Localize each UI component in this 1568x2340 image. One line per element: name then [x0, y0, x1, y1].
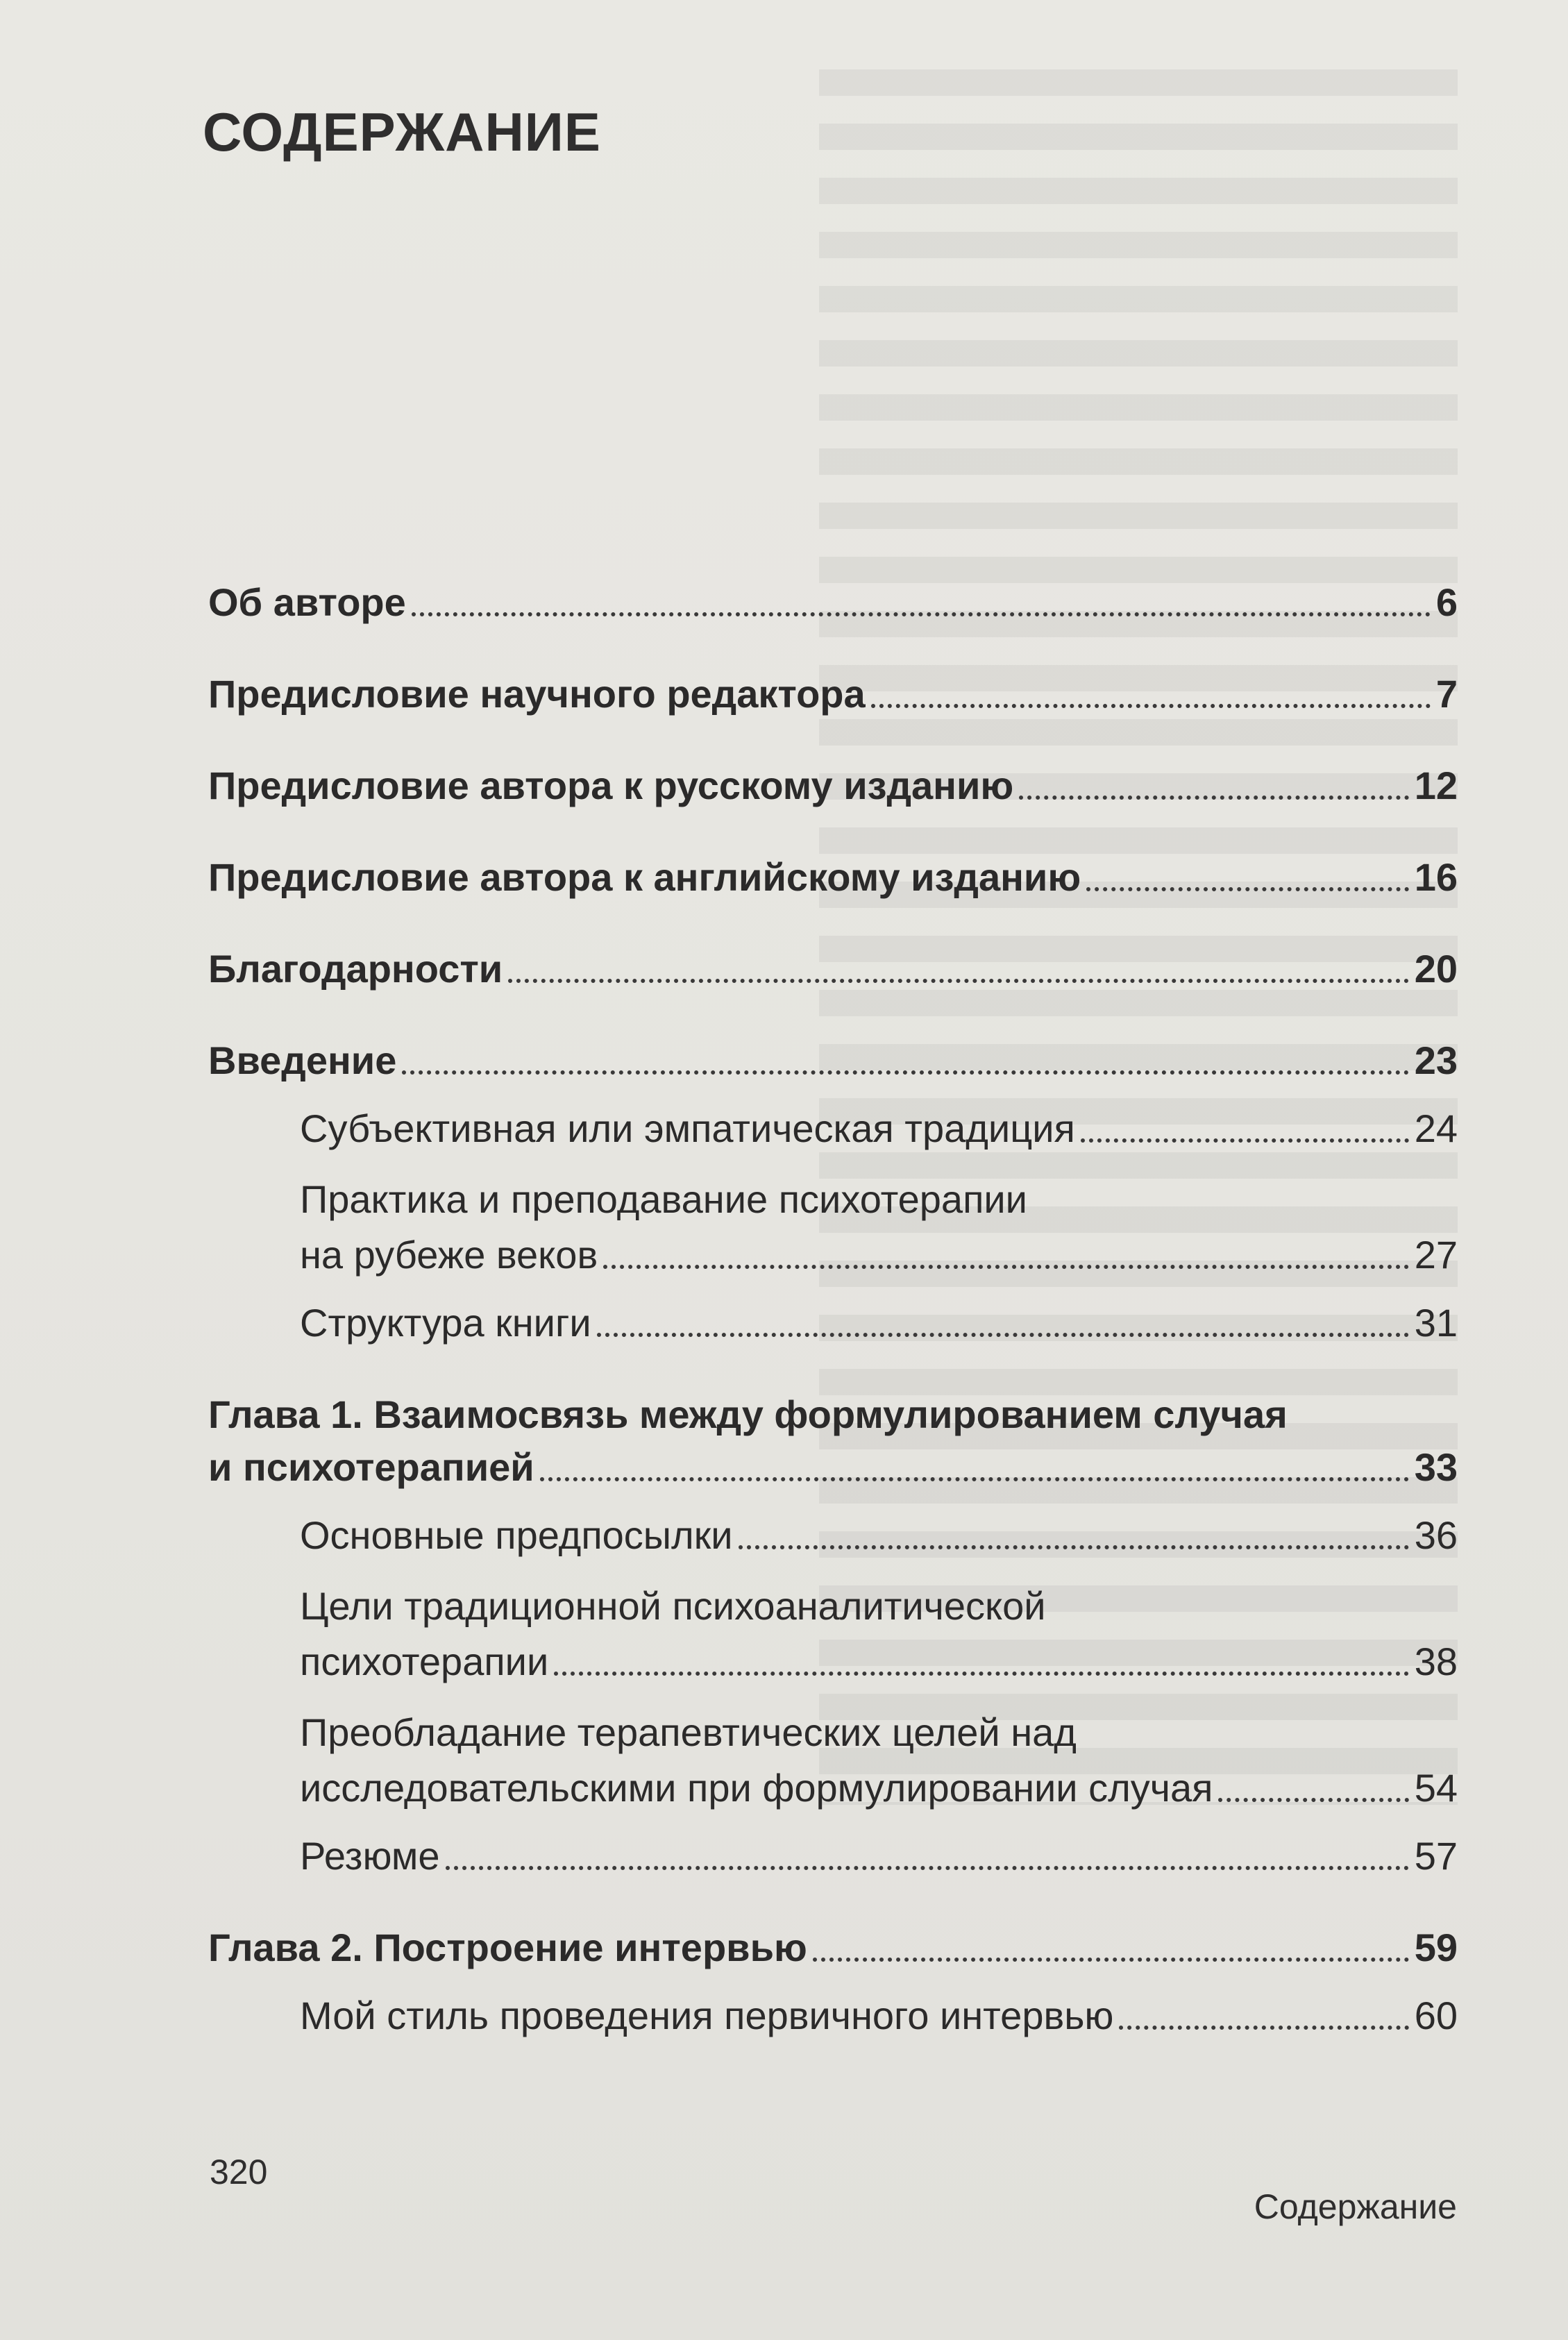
- toc-entry-page: 33: [1414, 1445, 1458, 1489]
- dot-leader: [446, 1866, 1409, 1870]
- toc-entry: [208, 1034, 1458, 1087]
- dot-leader: [871, 704, 1431, 708]
- toc-entry: [208, 668, 1458, 721]
- toc-entry-label: Введение: [208, 1038, 397, 1082]
- toc-entry: [208, 1388, 1458, 1494]
- toc-entry-page: 20: [1414, 947, 1458, 991]
- toc-subentry: [208, 1830, 1458, 1883]
- toc-entry-page: 24: [1414, 1106, 1458, 1150]
- toc-entry-label-line1: Практика и преподавание психотерапии: [300, 1177, 1027, 1221]
- toc-entry-page: 16: [1414, 855, 1458, 899]
- table-of-contents: [208, 576, 1458, 2042]
- toc-entry-page: 31: [1414, 1301, 1458, 1345]
- dot-leader: [1019, 796, 1408, 800]
- running-title: Содержание: [1254, 2187, 1457, 2226]
- toc-entry: [208, 759, 1458, 812]
- dot-leader: [1218, 1798, 1408, 1802]
- toc-entry-label: Глава 2. Построение интервью: [208, 1926, 807, 1969]
- page-title: СОДЕРЖАНИЕ: [203, 101, 601, 162]
- toc-entry-label: Резюме: [300, 1834, 440, 1878]
- dot-leader: [412, 612, 1431, 616]
- toc-entry-page: 60: [1414, 1994, 1458, 2037]
- toc-entry-page: 38: [1414, 1640, 1458, 1683]
- dot-leader: [1081, 1138, 1409, 1143]
- page-number: 320: [210, 2153, 268, 2191]
- dot-leader: [1086, 887, 1409, 891]
- toc-subentry: [208, 1577, 1458, 1688]
- toc-subentry: [208, 1509, 1458, 1562]
- dot-leader: [739, 1545, 1409, 1549]
- dot-leader: [597, 1333, 1409, 1337]
- dot-leader: [554, 1672, 1408, 1676]
- toc-entry-label: психотерапии: [300, 1640, 549, 1683]
- toc-entry-label: на рубеже веков: [300, 1233, 598, 1277]
- dot-leader: [508, 979, 1408, 983]
- toc-entry-label-line1: Глава 1. Взаимосвязь между формулированием случая: [208, 1392, 1288, 1436]
- toc-entry: [208, 851, 1458, 904]
- dot-leader: [603, 1265, 1409, 1269]
- toc-entry-page: 23: [1414, 1038, 1458, 1082]
- dot-leader: [1119, 2026, 1408, 2030]
- toc-entry-label: Субъективная или эмпатическая традиция: [300, 1106, 1075, 1150]
- toc-entry: [208, 943, 1458, 995]
- toc-entry-last-line: [300, 1635, 1458, 1688]
- toc-entry-page: 6: [1435, 580, 1458, 624]
- toc-entry-page: 57: [1414, 1834, 1458, 1878]
- toc-subentry: [208, 1297, 1458, 1349]
- toc-subentry: [208, 1989, 1458, 2042]
- toc-entry-label: Предисловие автора к русскому изданию: [208, 764, 1014, 807]
- toc-entry-label: Структура книги: [300, 1301, 591, 1345]
- toc-subentry: [208, 1703, 1458, 1815]
- dot-leader: [540, 1477, 1409, 1481]
- toc-subentry: [208, 1170, 1458, 1281]
- toc-entry-label: Основные предпосылки: [300, 1513, 733, 1557]
- toc-entry-page: 54: [1414, 1766, 1458, 1810]
- toc-entry: [208, 1921, 1458, 1974]
- toc-entry-last-line: [208, 1441, 1458, 1494]
- toc-entry: [208, 576, 1458, 629]
- toc-entry-label-line1: Цели традиционной психоаналитической: [300, 1584, 1046, 1628]
- dot-leader: [402, 1070, 1408, 1075]
- dot-leader: [813, 1958, 1409, 1962]
- toc-entry-page: 12: [1414, 764, 1458, 807]
- toc-entry-page: 7: [1435, 672, 1458, 716]
- toc-entry-page: 59: [1414, 1926, 1458, 1969]
- toc-entry-label: Благодарности: [208, 947, 503, 991]
- toc-entry-label-line1: Преобладание терапевтических целей над: [300, 1710, 1077, 1754]
- toc-entry-last-line: [300, 1762, 1458, 1815]
- toc-entry-label: Предисловие автора к английскому изданию: [208, 855, 1081, 899]
- toc-entry-label: Мой стиль проведения первичного интервью: [300, 1994, 1114, 2037]
- toc-entry-label: Предисловие научного редактора: [208, 672, 866, 716]
- toc-entry-label: исследовательскими при формулировании случая: [300, 1766, 1213, 1810]
- toc-entry-label: Об авторе: [208, 580, 406, 624]
- toc-entry-page: 36: [1414, 1513, 1458, 1557]
- toc-subentry: [208, 1102, 1458, 1155]
- toc-entry-page: 27: [1414, 1233, 1458, 1277]
- toc-entry-label: и психотерапией: [208, 1445, 534, 1489]
- toc-entry-last-line: [300, 1229, 1458, 1281]
